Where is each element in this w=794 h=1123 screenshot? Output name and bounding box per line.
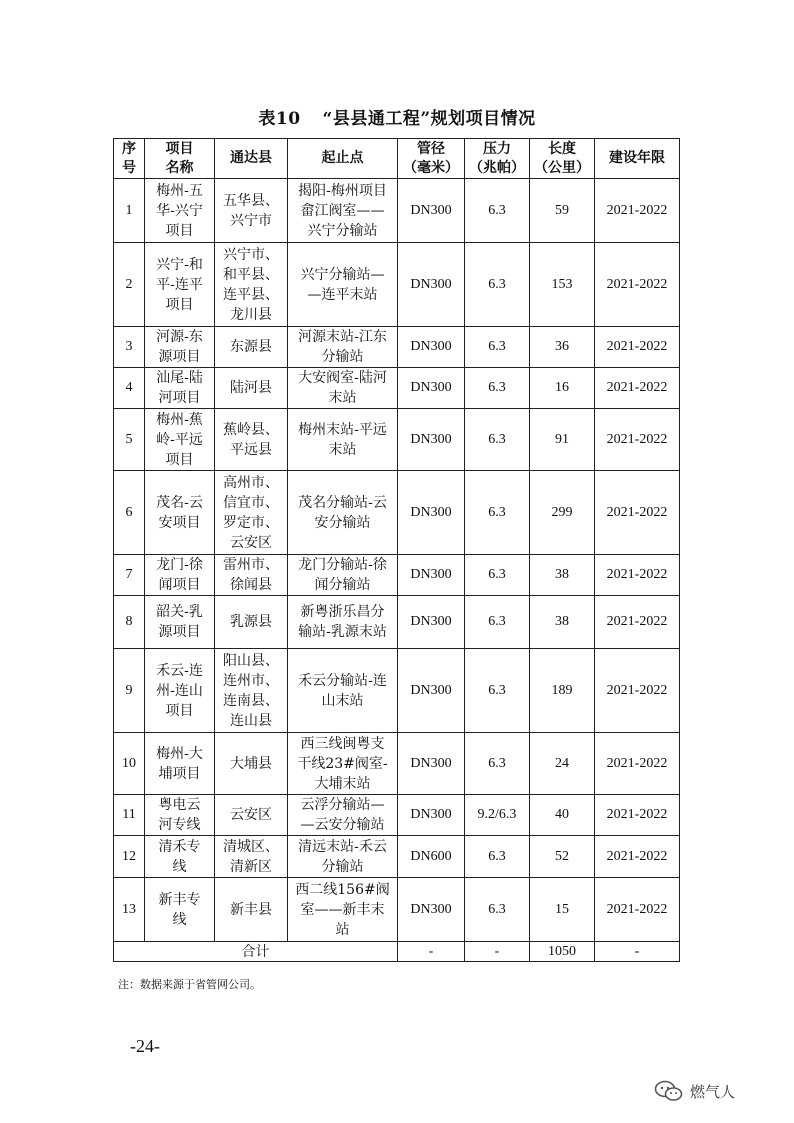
years: 2021-2022 <box>595 409 680 471</box>
route-line: 西三线闽粤支 <box>300 735 385 752</box>
project-name <box>145 368 215 409</box>
project-name-line: 新丰专 <box>158 891 201 908</box>
project-name <box>145 555 215 596</box>
total-years: - <box>595 942 680 962</box>
route <box>288 649 398 733</box>
table-row <box>114 795 680 836</box>
diameter: DN300 <box>398 733 465 795</box>
row-number: 1 <box>114 179 145 243</box>
route <box>288 733 398 795</box>
table-body <box>114 179 680 962</box>
diameter: DN300 <box>398 327 465 368</box>
header-line: 长度 <box>548 140 576 157</box>
project-name-line: 河专线 <box>158 817 201 833</box>
route-line: 闻分输站 <box>314 577 371 593</box>
diameter: DN300 <box>398 471 465 555</box>
route-line: 分输站 <box>321 858 364 875</box>
row-number: 3 <box>114 327 145 368</box>
route-line: 安分输站 <box>314 514 371 531</box>
counties-line: 阳山县、 <box>223 652 279 669</box>
header-line: 通达县 <box>230 150 272 166</box>
project-name <box>145 836 215 878</box>
table-row <box>114 179 680 243</box>
total-diameter: - <box>398 942 465 962</box>
counties-line: 云安区 <box>230 534 272 551</box>
project-name-line: 州-连山 <box>156 682 203 699</box>
counties <box>215 409 288 471</box>
route-line: 龙门分输站-徐 <box>298 557 387 573</box>
counties-line: 东源县 <box>230 339 272 355</box>
project-name-line: 项目 <box>165 451 194 468</box>
project-name-line: 源项目 <box>158 624 201 640</box>
years: 2021-2022 <box>595 555 680 596</box>
total-length: 1050 <box>530 942 595 962</box>
route-line: 禾云分输站-连 <box>298 672 387 689</box>
row-number: 13 <box>114 878 145 942</box>
counties-line: 连山县 <box>230 712 272 729</box>
total-label: 合计 <box>114 942 398 962</box>
project-table <box>113 138 680 962</box>
route-line: 大安阀室-陆河 <box>298 370 387 386</box>
length: 38 <box>530 555 595 596</box>
counties <box>215 596 288 649</box>
years: 2021-2022 <box>595 878 680 942</box>
row-number: 7 <box>114 555 145 596</box>
column-header <box>288 139 398 179</box>
header-line: （兆帕） <box>469 159 525 176</box>
route-line: 茂名分输站-云 <box>298 494 387 511</box>
counties <box>215 649 288 733</box>
diameter: DN300 <box>398 368 465 409</box>
column-header <box>465 139 530 179</box>
length: 15 <box>530 878 595 942</box>
pressure: 6.3 <box>465 327 530 368</box>
project-name-line: 埔项目 <box>158 765 201 782</box>
header-line: （公里） <box>534 159 590 176</box>
watermark-text: 燃气人 <box>690 1082 736 1101</box>
diameter: DN300 <box>398 409 465 471</box>
pressure: 6.3 <box>465 243 530 327</box>
diameter: DN300 <box>398 878 465 942</box>
header-line: 建设年限 <box>609 150 665 166</box>
route <box>288 596 398 649</box>
header-row <box>114 139 680 179</box>
route-line: 分输站 <box>321 349 364 365</box>
source-note: 注：数据来源于省管网公司。 <box>118 978 261 991</box>
counties <box>215 795 288 836</box>
route <box>288 795 398 836</box>
route <box>288 878 398 942</box>
counties-line: 蕉岭县、 <box>223 421 279 438</box>
project-name-line: 梅州-蕉 <box>156 411 203 428</box>
project-name <box>145 243 215 327</box>
table-row <box>114 368 680 409</box>
counties <box>215 471 288 555</box>
table-row <box>114 878 680 942</box>
counties-line: 五华县、 <box>223 192 279 209</box>
project-name <box>145 409 215 471</box>
route-line: 山末站 <box>321 692 364 709</box>
length: 189 <box>530 649 595 733</box>
project-name-line: 龙门-徐 <box>156 557 203 573</box>
years: 2021-2022 <box>595 795 680 836</box>
header-line: （毫米） <box>403 159 459 176</box>
counties-line: 乳源县 <box>230 614 272 630</box>
wechat-icon <box>654 1080 684 1102</box>
counties-line: 连州市、 <box>223 672 279 689</box>
column-header <box>530 139 595 179</box>
route <box>288 368 398 409</box>
project-name-line: 粤电云 <box>158 797 201 813</box>
table-row <box>114 836 680 878</box>
project-name-line: 安项目 <box>158 514 201 531</box>
counties-line: 陆河县 <box>230 380 272 396</box>
table-row <box>114 733 680 795</box>
counties-line: 高州市、 <box>223 474 279 491</box>
project-name-line: 闻项目 <box>158 577 201 593</box>
route-line: 末站 <box>328 390 357 406</box>
row-number: 8 <box>114 596 145 649</box>
diameter: DN300 <box>398 555 465 596</box>
total-pressure: - <box>465 942 530 962</box>
counties-line: 连南县、 <box>223 692 279 709</box>
route-line: —云安分输站 <box>300 817 385 833</box>
length: 52 <box>530 836 595 878</box>
route-line: 河源末站-江东 <box>298 329 387 345</box>
diameter: DN300 <box>398 596 465 649</box>
counties <box>215 243 288 327</box>
project-name-line: 禾云-连 <box>156 662 203 679</box>
counties-line: 龙川县 <box>230 306 272 323</box>
project-name-line: 河源-东 <box>156 329 203 345</box>
header-line: 名称 <box>165 159 194 176</box>
column-header <box>114 139 145 179</box>
counties-line: 大埔县 <box>230 755 272 772</box>
route-line: 梅州末站-平远 <box>298 421 387 438</box>
project-name-line: 线 <box>172 911 187 928</box>
pressure: 6.3 <box>465 649 530 733</box>
counties-line: 新丰县 <box>230 901 272 918</box>
pressure: 6.3 <box>465 471 530 555</box>
counties <box>215 368 288 409</box>
length: 40 <box>530 795 595 836</box>
counties-line: 雷州市、 <box>223 557 279 573</box>
counties-line: 信宜市、 <box>223 494 279 511</box>
route-line: 末站 <box>328 441 357 458</box>
row-number: 2 <box>114 243 145 327</box>
project-name-line: 梅州-五 <box>156 182 203 199</box>
pressure: 6.3 <box>465 836 530 878</box>
project-name-line: 华-兴宁 <box>156 202 203 219</box>
counties-line: 兴宁市 <box>230 212 272 229</box>
project-name <box>145 795 215 836</box>
counties-line: 罗定市、 <box>223 514 279 531</box>
row-number: 5 <box>114 409 145 471</box>
route-line: 西二线156#阀 <box>295 881 390 898</box>
pressure: 6.3 <box>465 596 530 649</box>
total-row <box>114 942 680 962</box>
length: 91 <box>530 409 595 471</box>
row-number: 9 <box>114 649 145 733</box>
table-row <box>114 471 680 555</box>
route <box>288 243 398 327</box>
project-name <box>145 596 215 649</box>
project-name-line: 河项目 <box>158 390 201 406</box>
years: 2021-2022 <box>595 243 680 327</box>
counties <box>215 327 288 368</box>
route-line: 大埔末站 <box>314 775 371 792</box>
route <box>288 327 398 368</box>
pressure: 6.3 <box>465 878 530 942</box>
project-name <box>145 471 215 555</box>
table-title <box>0 104 794 129</box>
project-name-line: 茂名-云 <box>156 494 203 511</box>
counties <box>215 555 288 596</box>
route-line: 兴宁分输站 <box>307 222 378 239</box>
project-name-line: 汕尾-陆 <box>156 370 203 386</box>
years: 2021-2022 <box>595 471 680 555</box>
length: 153 <box>530 243 595 327</box>
project-name <box>145 733 215 795</box>
route <box>288 409 398 471</box>
route-line: —连平末站 <box>307 286 378 303</box>
route-line: 输站-乳源末站 <box>298 624 387 640</box>
table-row <box>114 243 680 327</box>
length: 24 <box>530 733 595 795</box>
counties-line: 云安区 <box>230 807 272 823</box>
table-number: 表10 <box>258 109 301 129</box>
pressure: 6.3 <box>465 733 530 795</box>
counties-line: 兴宁市、 <box>223 246 279 263</box>
length: 36 <box>530 327 595 368</box>
project-name-line: 韶关-乳 <box>156 604 203 620</box>
row-number: 4 <box>114 368 145 409</box>
pressure: 6.3 <box>465 368 530 409</box>
row-number: 12 <box>114 836 145 878</box>
project-name <box>145 327 215 368</box>
years: 2021-2022 <box>595 649 680 733</box>
length: 38 <box>530 596 595 649</box>
route-line: 畲江阀室—— <box>300 202 385 219</box>
route-line: 新粤浙乐昌分 <box>300 604 385 620</box>
counties <box>215 878 288 942</box>
table-row <box>114 327 680 368</box>
column-header <box>595 139 680 179</box>
header-line: 项目 <box>165 140 194 157</box>
counties-line: 平远县 <box>230 441 272 458</box>
counties <box>215 733 288 795</box>
row-number: 6 <box>114 471 145 555</box>
diameter: DN300 <box>398 649 465 733</box>
project-name-line: 岭-平远 <box>156 431 203 448</box>
table-row <box>114 555 680 596</box>
counties-line: 清城区、 <box>223 838 279 855</box>
counties <box>215 836 288 878</box>
header-line: 号 <box>122 159 136 176</box>
route <box>288 836 398 878</box>
years: 2021-2022 <box>595 327 680 368</box>
route-line: 干线23#阀室- <box>297 755 388 772</box>
route <box>288 555 398 596</box>
row-number: 11 <box>114 795 145 836</box>
years: 2021-2022 <box>595 179 680 243</box>
counties-line: 清新区 <box>230 858 272 875</box>
project-name-line: 项目 <box>165 296 194 313</box>
column-header <box>145 139 215 179</box>
route-line: 室——新丰末 <box>300 901 385 918</box>
years: 2021-2022 <box>595 368 680 409</box>
project-name-line: 梅州-大 <box>156 745 203 762</box>
route-line: 站 <box>335 921 350 938</box>
diameter: DN300 <box>398 243 465 327</box>
column-header <box>215 139 288 179</box>
route <box>288 471 398 555</box>
table-row <box>114 596 680 649</box>
header-line: 管径 <box>417 140 445 157</box>
counties <box>215 179 288 243</box>
row-number: 10 <box>114 733 145 795</box>
project-name-line: 源项目 <box>158 349 201 365</box>
pressure: 6.3 <box>465 179 530 243</box>
column-header <box>398 139 465 179</box>
table-row <box>114 649 680 733</box>
length: 59 <box>530 179 595 243</box>
route-line: 兴宁分输站— <box>300 266 385 283</box>
years: 2021-2022 <box>595 733 680 795</box>
diameter: DN300 <box>398 795 465 836</box>
years: 2021-2022 <box>595 836 680 878</box>
project-name <box>145 649 215 733</box>
counties-line: 和平县、 <box>223 266 279 283</box>
route-line: 揭阳-梅州项目 <box>298 182 387 199</box>
route-line: 清远末站-禾云 <box>298 838 387 855</box>
project-name <box>145 878 215 942</box>
route-line: 云浮分输站— <box>300 797 385 813</box>
project-name-line: 项目 <box>165 222 194 239</box>
diameter: DN600 <box>398 836 465 878</box>
length: 299 <box>530 471 595 555</box>
years: 2021-2022 <box>595 596 680 649</box>
pressure: 9.2/6.3 <box>465 795 530 836</box>
header-line: 序 <box>122 140 136 157</box>
table-row <box>114 409 680 471</box>
header-line: 压力 <box>483 140 511 157</box>
diameter: DN300 <box>398 179 465 243</box>
counties-line: 徐闻县 <box>230 577 272 593</box>
counties-line: 连平县、 <box>223 286 279 303</box>
table-title-text: “县县通工程”规划项目情况 <box>322 109 536 129</box>
project-name-line: 清禾专 <box>158 838 201 855</box>
page-number: -24- <box>130 1036 160 1056</box>
project-name <box>145 179 215 243</box>
project-name-line: 平-连平 <box>156 276 203 293</box>
project-name-line: 兴宁-和 <box>156 256 203 273</box>
project-name-line: 线 <box>172 858 187 875</box>
project-name-line: 项目 <box>165 702 194 719</box>
pressure: 6.3 <box>465 555 530 596</box>
length: 16 <box>530 368 595 409</box>
pressure: 6.3 <box>465 409 530 471</box>
header-line: 起止点 <box>321 150 364 166</box>
route <box>288 179 398 243</box>
watermark <box>654 1080 735 1102</box>
